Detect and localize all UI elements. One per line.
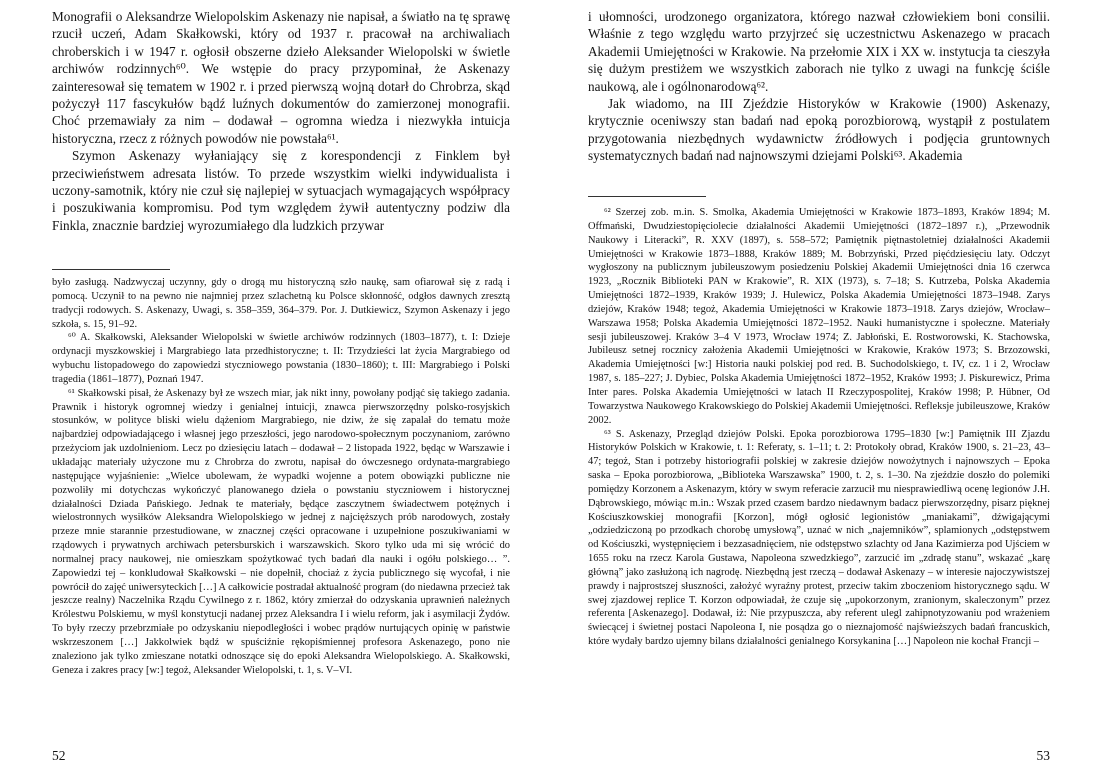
right-paragraph-1: i ułomności, urodzonego organizatora, którego nazwał człowiekiem boni consilii. Właśnie z tego względu warto przyjrzeć się uczestnictwu Askenazego w pracach Akademii Umiejętności w Krakowie. Na przełomie XIX i XX w. instytucja ta cieszyła się dużym prestiżem we wszystkich zaborach nie tylko z uwagi na funkcję ściśle naukową, ale i ogólnonarodową⁶². <box>588 9 1050 94</box>
footnote-62: ⁶² Szerzej zob. m.in. S. Smolka, Akademia Umiejętności w Krakowie 1873–1893, Kraków 1894; M. Offmański, Dwudziestopięciolecie działalności Akademii Umiejętności (1872–1897 r.), „Przewodnik Naukowy i Literacki”, R. XXV (1897), s. 558–572; Pamiętnik piętnastoletniej działalności Akademii Umiejętności w Krakowie 1873–1888, Kraków 1889; M. Bobrzyński, Przed pięćdziesięciu laty. Odczyt wygłoszony na publicznym jubileuszowym posiedzeniu Polskiej Akademii Umiejętności dnia 16 czerwca 1923, „Rocznik Biblioteki PAN w Krakowie”, R. XIX (1973), s. 7–18; S. Kutrzeba, Polska Akademia Umiejętności 1872–1939, Kraków 1939; J. Hulewicz, Polska Akademia Umiejętności 1873–1948. Zarys dziejów, Kraków 1948; tegoż, Akademia Umiejętności w Krakowie 1873–1918. Zarys dziejów, Wrocław–Warszawa 1958; Polska Akademia Umiejętności 1872–1952. Nauki humanistyczne i społeczne. Materiały sesji jubileuszowej. Kraków 3–4 V 1973, Wrocław 1974; Z. Jabłoński, E. Rostworowski, K. Stachowska, Jubileusz setnej rocznicy założenia Akademii Umiejętności w Krakowie, Kraków 1973; S. Brzozowski, Akademia Umiejętności [w:] Historia nauki polskiej pod red. B. Suchodolskiego, t. IV, cz. 1 i 2, Wrocław 1987, s. 185–227; J. Dybiec, Polska Akademia Umiejętności 1872–1952, Kraków 1993; J. Piskurewicz, Prima Inter pares. Polska Akademia Umiejętności w latach II Rzeczypospolitej, Kraków 1998; P. Hübner, Od Towarzystwa Naukowego Krakowskiego do Polskiej Akademii Umiejętności. Refleksje jubileuszowe, Kraków 2002. <box>588 207 1050 426</box>
right-page <box>588 0 1050 780</box>
left-paragraph-2: Szymon Askenazy wyłaniający się z korespondencji z Finklem był przeciwieństwem adresata listów. To przede wszystkim wielki indywidualista i uczony-samotnik, który nie czuł się najlepiej w sytuacjach wymagających współpracy i poszukiwania kompromisu. Pod tym względem żywił autentyczny podziw dla Finkla, znacznie bardziej wyrozumiałego dla ludzkich przywar <box>52 148 510 233</box>
footnote-rule <box>52 269 170 270</box>
footnote-continued: było zasługą. Nadzwyczaj uczynny, gdy o drogą mu historyczną szło naukę, sam ofiarował się z radą i pomocą. Uczynił to na pewno nie najmniej przez szlachetną ku Polsce skłonność, odgłos dawnych zresztą tradycji rodowych. S. Askenazy, Uwagi, s. 358–359, 364–379. Por. J. Dutkiewicz, Szymon Askenazy i jego szkoła, s. 15, 91–92. <box>52 277 510 330</box>
left-footnotes <box>52 276 510 677</box>
left-paragraph-1: Monografii o Aleksandrze Wielopolskim Askenazy nie napisał, a światło na tę sprawę rzucił uczeń, Adam Skałkowski, który od 1937 r. pracował na archiwaliach chroberskich i w 1947 r. ogłosił obszerne dzieło Aleksander Wielopolski w świetle archiwów rodzinnych⁶⁰. We wstępie do pracy przypominał, że Askenazy zainteresował się tematem w 1902 r. i przed pierwszą wojną dotarł do Chrobrza, skąd pożyczył 117 fascykułów bądź luźnych dokumentów do zamierzonej monografii. Choć przemawiały za nim – dodawał – ogromna wiedza i niezwykła intuicja historyczna, rzecz z różnych powodów nie powstała⁶¹. <box>52 9 510 146</box>
left-body <box>52 8 510 234</box>
page-number-left: 52 <box>52 748 66 763</box>
footnote-61: ⁶¹ Skałkowski pisał, że Askenazy był ze wszech miar, jak nikt inny, powołany podjąć się takiego zadania. Prawnik i historyk ogromnej wiedzy i genialnej intuicji, znawca pierwszorzędny polsko-rosyjskich stosunków, w polityce bliski wielu dążeniom Margrabiego, nie dziw, że się zapalał do tematu może najbardziej odpowiadającego i własnej jego przeszłości, jego narodowo-społecznym poczynaniom, zarówno przeżyciom jak uzdolnieniom. Lecz po dziesięciu latach – dodawał – 2 listopada 1922, będąc w Warszawie i układając materiały użyczone mu z Chrobrza do zwrotu, napisał do ówczesnego ordynata-margrabiego następujące wyjaśnienie: „Wielce ubolewam, że wypadki wojenne a potem obowiązki publiczne nie pozwoliły mi dotychczas wykończyć planowanego dzieła o powstaniu styczniowem i historycznej działalności Dziada Pańskiego. Jednak te materiały, będące zasczytnem świadectwem potężnych i wielostronnych wysiłków Aleksandra Wielopolskiego w jednej z najcięższych prób narodowych, zostały przeze mnie starannie przestudiowane, w znacznej części opracowane i uzupełnione poszukiwaniami w rządowych i prywatnych archiwach petersburskich i warszawskich. Skoro tylko uda mi się wrócić do normalnej pracy naukowej, nie omieszkam spożytkować tych badań dla nauki i ogółu polskiego… ”. Zapowiedzi tej – konkludował Skałkowski – nie dopełnił, chociaż z życia publicznego się wycofał, i nie powrócił do zajęć uniwersyteckich […] A całkowicie postradał aktualność program (do niedawna przecież tak jeszcze realny) Naczelnika Rządu Cywilnego z r. 1862, który zmierzał do odzyskania uprawnień należnych Królestwu Polskiemu, w myśl konstytucji nadanej przez Aleksandra I i wielu reform, jak i asymilacji Żydów. To były rzeczy przebrzmiałe po odzyskaniu niepodległości i wobec prądów nurtujących opinię w państwie wskrzeszonem […] Jakkolwiek bądź w spuściźnie rękopiśmiennej profesora Askenazego, pono nie znaleziono jak tylko zmieszane notatki odnoszące się do epoki Aleksandra Wielopolskiego. A. Skałkowski, Geneza i zakres pracy [w:] tegoż, Aleksander Wielopolski, t. 1, s. V–VI. <box>52 387 510 676</box>
left-page <box>52 0 510 780</box>
page-number-right: 53 <box>1036 748 1050 763</box>
footnote-60: ⁶⁰ A. Skałkowski, Aleksander Wielopolski w świetle archiwów rodzinnych (1803–1877), t. I: Dzieje ordynacji myszkowskiej i Margrabiego lata przedhistoryczne; t. II: Trzydzieści lat życia Margrabiego od wybuchu listopadowego do zapowiedzi styczniowego powstania (1830–1860); t. III: Margrabiego i Polski tragedia (1861–1877), Poznań 1947. <box>52 332 510 385</box>
footnote-rule <box>588 196 706 197</box>
right-body <box>588 8 1050 165</box>
right-paragraph-2: Jak wiadomo, na III Zjeździe Historyków w Krakowie (1900) Askenazy, krytycznie oceniwszy stan badań nad epoką porozbiorową, wystąpił z postulatem przygotowania niezbędnych wydawnictw źródłowych i podjęcia gruntownych systematycznych badań nad najnowszymi dziejami Polski⁶³. Akademia <box>588 96 1050 164</box>
right-footnotes <box>588 206 1050 649</box>
footnote-63: ⁶³ S. Askenazy, Przegląd dziejów Polski. Epoka porozbiorowa 1795–1830 [w:] Pamiętnik III Zjazdu Historyków Polskich w Krakowie, t. 1: Referaty, s. 1–11; t. 2: Protokoły obrad, Kraków 1900, s. 21–23, 43–47; tegoż, Stan i potrzeby historiografii polskiej w zakresie dziejów nowożytnych i najnowszych – Epoka saska – Epoka porozbiorowa, „Biblioteka Warszawska” 1900, t. 2, s. 1–30. Na zjeździe doszło do polemiki pomiędzy Korzonem a Askenazym, który w swym referacie zarzucił mu niesprawiedliwą ocenę legionów J.H. Dąbrowskiego, mówiąc m.in.: Wszak przed czasem bardzo niedawnym badacz pierwszorzędny, pisarz pięknej Kościuszkowskiej monografii [Korzon], mógł ogłosić legionistów „maniakami”, dźwigającymi „odziedziczoną po przodkach chorobę umysłową”, uznać w nich „najemników”, splamionych „odstępstwem od Kościuszki, występnięciem i bezzasadnięciem, nie odstępstwo szlachty od Jana Kazimierza pod Ujściem w 1655 roku na rzecz Karola Gustawa, Napoleona szwedzkiego”, zarzucić im „zdradę stanu”, wskazać „karę główną” jako zasłużoną ich nagrodę. Niezbędną jest rzeczą – dodawał Askenazy – w interesie najoczywistszej prawdy i najprostszej słuszności, założyć wyraźny protest, przeciw takim zboczeniom historycznego sądu. W swej zjazdowej replice T. Korzon odpowiadał, że czuje się „upokorzonym, zranionym, skaleczonym” przez referenta [Askenazego]. Dodawał, iż: Nie przypuszcza, aby referent ulegl zahipnotyzowaniu pod wrażeniem świecącej i świetnej postaci Napoleona I, nie posądza go o nieznajomość najświeższych badań francuskich, które wydały bardzo ujemny bilans działalności genialnego Korsykanina […] Napoleon nie kochał Francji – <box>588 428 1050 648</box>
